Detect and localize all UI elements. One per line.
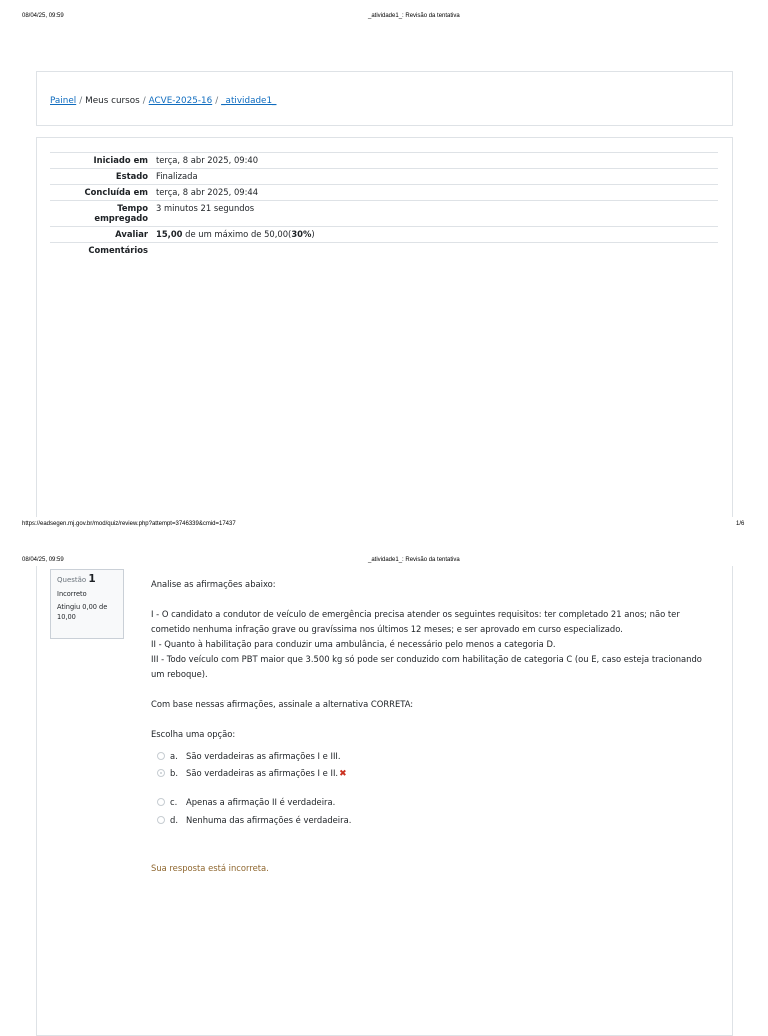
summary-value: 3 minutos 21 segundos [156, 203, 255, 213]
option-text: Apenas a afirmação II é verdadeira. [186, 797, 336, 807]
print-date: 08/04/25, 09:59 [22, 13, 64, 19]
question-mark-line1: Atingiu 0,00 de [57, 603, 108, 611]
question-prompt: Com base nessas afirmações, assinale a alternativa CORRETA: [151, 699, 414, 709]
statement-1: I - O candidato a condutor de veículo de emergência precisa atender os seguintes requisitos: ter completado 21 anos; não ter cometido nenhuma infração grave ou gravíssima nos últimos 12 meses; e ser aprovado em curso especializado. [151, 609, 680, 634]
option-letter: d. [170, 815, 178, 825]
breadcrumb [50, 96, 276, 106]
breadcrumb-separator: / [79, 96, 83, 106]
choose-label: Escolha uma opção: [151, 729, 236, 739]
answer-feedback: Sua resposta está incorreta. [151, 863, 269, 873]
summary-label-line2: empregado [94, 213, 148, 223]
page-number: 1/6 [736, 521, 745, 527]
option-text: Nenhuma das afirmações é verdadeira. [186, 815, 352, 825]
summary-row-state [50, 169, 718, 185]
question-mark-line2: 10,00 [57, 613, 76, 621]
question-status: Incorreto [57, 590, 87, 598]
statement-3: III - Todo veículo com PBT maior que 3.500 kg só pode ser conduzido com habilitação de categoria C (ou E, caso esteja tracionando um reboque). [151, 654, 702, 679]
grade-close: ) [311, 229, 315, 239]
option-letter: a. [170, 751, 178, 761]
summary-label [50, 201, 152, 227]
summary-label-line1: Tempo [117, 203, 148, 213]
grade-score: 15,00 [156, 229, 183, 239]
question-label: Questão [57, 576, 87, 584]
radio-button[interactable] [157, 816, 165, 824]
radio-button[interactable] [157, 798, 165, 806]
summary-value [152, 243, 718, 259]
question-mark [57, 602, 117, 622]
grade-percent: 30% [291, 229, 312, 239]
summary-value: terça, 8 abr 2025, 09:44 [156, 187, 259, 197]
summary-row-grade [50, 227, 718, 243]
summary-value [152, 227, 718, 243]
breadcrumb-separator: / [215, 96, 219, 106]
question-number: 1 [88, 573, 96, 585]
option-text: São verdadeiras as afirmações I e II. [186, 768, 339, 778]
answer-option-a[interactable] [157, 751, 341, 761]
print-url: https://eadsegen.mj.gov.br/mod/quiz/review.php?attempt=3746339&cmid=17437 [22, 521, 236, 527]
radio-button-selected[interactable] [157, 769, 165, 777]
summary-label: Comentários [88, 245, 148, 255]
breadcrumb-link-painel[interactable]: Painel [50, 96, 77, 106]
summary-row-time [50, 201, 718, 227]
breadcrumb-link-activity[interactable]: _atividade1_ [221, 96, 277, 106]
summary-row-comments [50, 243, 718, 259]
grade-max: de um máximo de 50,00( [182, 229, 292, 239]
breadcrumb-item-meus-cursos: Meus cursos [85, 96, 140, 106]
option-letter: c. [170, 797, 178, 807]
print-title: _atividade1_: Revisão da tentativa [368, 557, 460, 563]
summary-row-started [50, 153, 718, 169]
answer-option-d[interactable] [157, 815, 351, 825]
incorrect-icon: ✖ [339, 769, 347, 779]
print-date: 08/04/25, 09:59 [22, 557, 64, 563]
question-intro: Analise as afirmações abaixo: [151, 579, 276, 589]
radio-button[interactable] [157, 752, 165, 760]
summary-value: terça, 8 abr 2025, 09:40 [156, 155, 259, 165]
summary-label: Iniciado em [93, 155, 148, 165]
option-letter: b. [170, 768, 178, 778]
statement-2: II - Quanto à habilitação para conduzir uma ambulância, é necessário pelo menos a categoria D. [151, 639, 556, 649]
question-text [151, 577, 716, 742]
answer-option-b[interactable] [157, 768, 347, 779]
breadcrumb-separator: / [142, 96, 146, 106]
summary-label: Avaliar [115, 229, 148, 239]
summary-row-completed [50, 185, 718, 201]
attempt-summary-table [50, 152, 718, 258]
option-text: São verdadeiras as afirmações I e III. [186, 751, 341, 761]
answer-option-c[interactable] [157, 797, 335, 807]
summary-label: Estado [115, 171, 148, 181]
question-info [50, 569, 124, 639]
summary-value: Finalizada [156, 171, 198, 181]
summary-label: Concluída em [84, 187, 148, 197]
print-title: _atividade1_: Revisão da tentativa [368, 13, 460, 19]
breadcrumb-link-course[interactable]: ACVE-2025-16 [148, 96, 213, 106]
